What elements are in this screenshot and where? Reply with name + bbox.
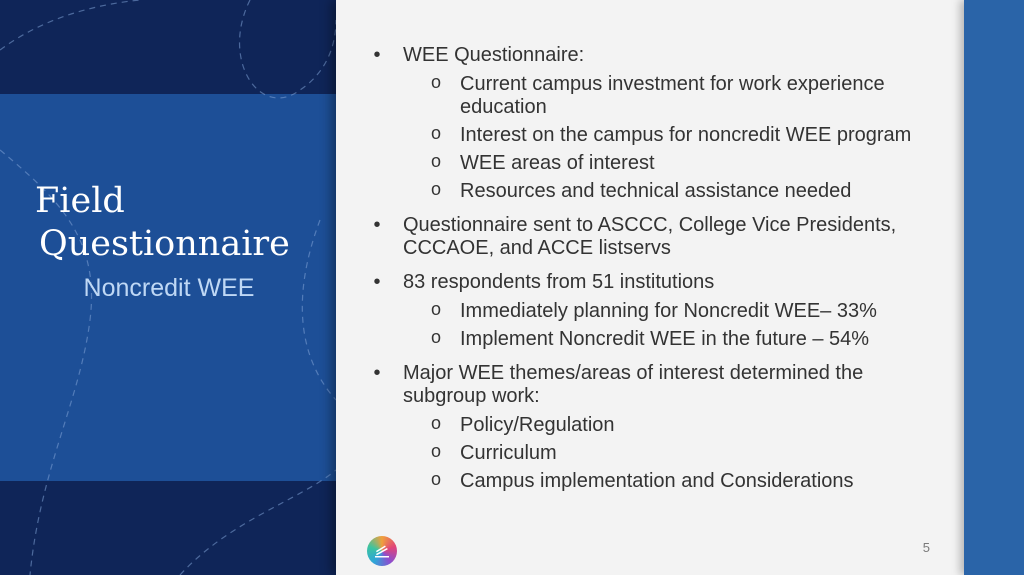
sub-bullet-text: WEE areas of interest [460, 152, 655, 174]
slide-title-line2: Questionnaire [39, 224, 290, 264]
sub-bullet-item [403, 180, 951, 203]
bullet-item [371, 362, 951, 493]
sub-bullet-item [403, 470, 951, 493]
bullet-list [371, 44, 951, 504]
sub-bullet-text: Campus implementation and Considerations [460, 470, 854, 492]
bullet-text: WEE Questionnaire: [403, 44, 585, 66]
sub-bullet-text: Implement Noncredit WEE in the future – 54% [460, 328, 870, 350]
page-number: 5 [922, 540, 930, 555]
sub-bullet-item [403, 124, 951, 147]
bullet-marker: • [373, 44, 381, 66]
bullet-item [371, 271, 951, 351]
sub-bullet-marker: o [431, 413, 442, 433]
sub-bullet-marker: o [431, 151, 442, 171]
sub-bullet-marker: o [431, 123, 442, 143]
slide-subtitle: Noncredit WEE [83, 274, 255, 302]
sub-bullet-item [403, 414, 951, 437]
logo-glyph-icon [374, 544, 390, 558]
sub-bullet-text: Resources and technical assistance needed [460, 180, 852, 202]
sub-bullet-text: Immediately planning for Noncredit WEE– 33% [460, 300, 877, 322]
slide-title [35, 180, 290, 266]
college-logo-icon [367, 536, 397, 566]
sub-bullet-list [403, 73, 951, 203]
sub-bullet-item [403, 442, 951, 465]
bullet-text: Major WEE themes/areas of interest determined the subgroup work: [403, 362, 864, 407]
bullet-marker: • [373, 362, 381, 384]
sub-bullet-marker: o [431, 299, 442, 319]
sub-bullet-list [403, 414, 951, 493]
bullet-text: 83 respondents from 51 institutions [403, 271, 715, 293]
bullet-item [371, 44, 951, 203]
sub-bullet-text: Current campus investment for work experience education [460, 73, 885, 118]
sub-bullet-marker: o [431, 179, 442, 199]
bullet-item [371, 214, 951, 260]
sub-bullet-marker: o [431, 441, 442, 461]
bullet-marker: • [373, 214, 381, 236]
sub-bullet-item [403, 73, 951, 119]
sub-bullet-marker: o [431, 327, 442, 347]
sub-bullet-marker: o [431, 72, 442, 92]
sub-bullet-item [403, 152, 951, 175]
sub-bullet-item [403, 328, 951, 351]
bullet-text: Questionnaire sent to ASCCC, College Vice Presidents, CCCAOE, and ACCE listservs [403, 214, 897, 259]
title-panel [0, 0, 336, 575]
sub-bullet-text: Policy/Regulation [460, 414, 615, 436]
sub-bullet-item [403, 300, 951, 323]
sub-bullet-text: Interest on the campus for noncredit WEE program [460, 124, 912, 146]
bullet-marker: • [373, 271, 381, 293]
sub-bullet-text: Curriculum [460, 442, 557, 464]
slide-title-line1: Field [35, 181, 125, 221]
sub-bullet-marker: o [431, 469, 442, 489]
sub-bullet-list [403, 300, 951, 351]
right-accent-strip [964, 0, 1024, 575]
